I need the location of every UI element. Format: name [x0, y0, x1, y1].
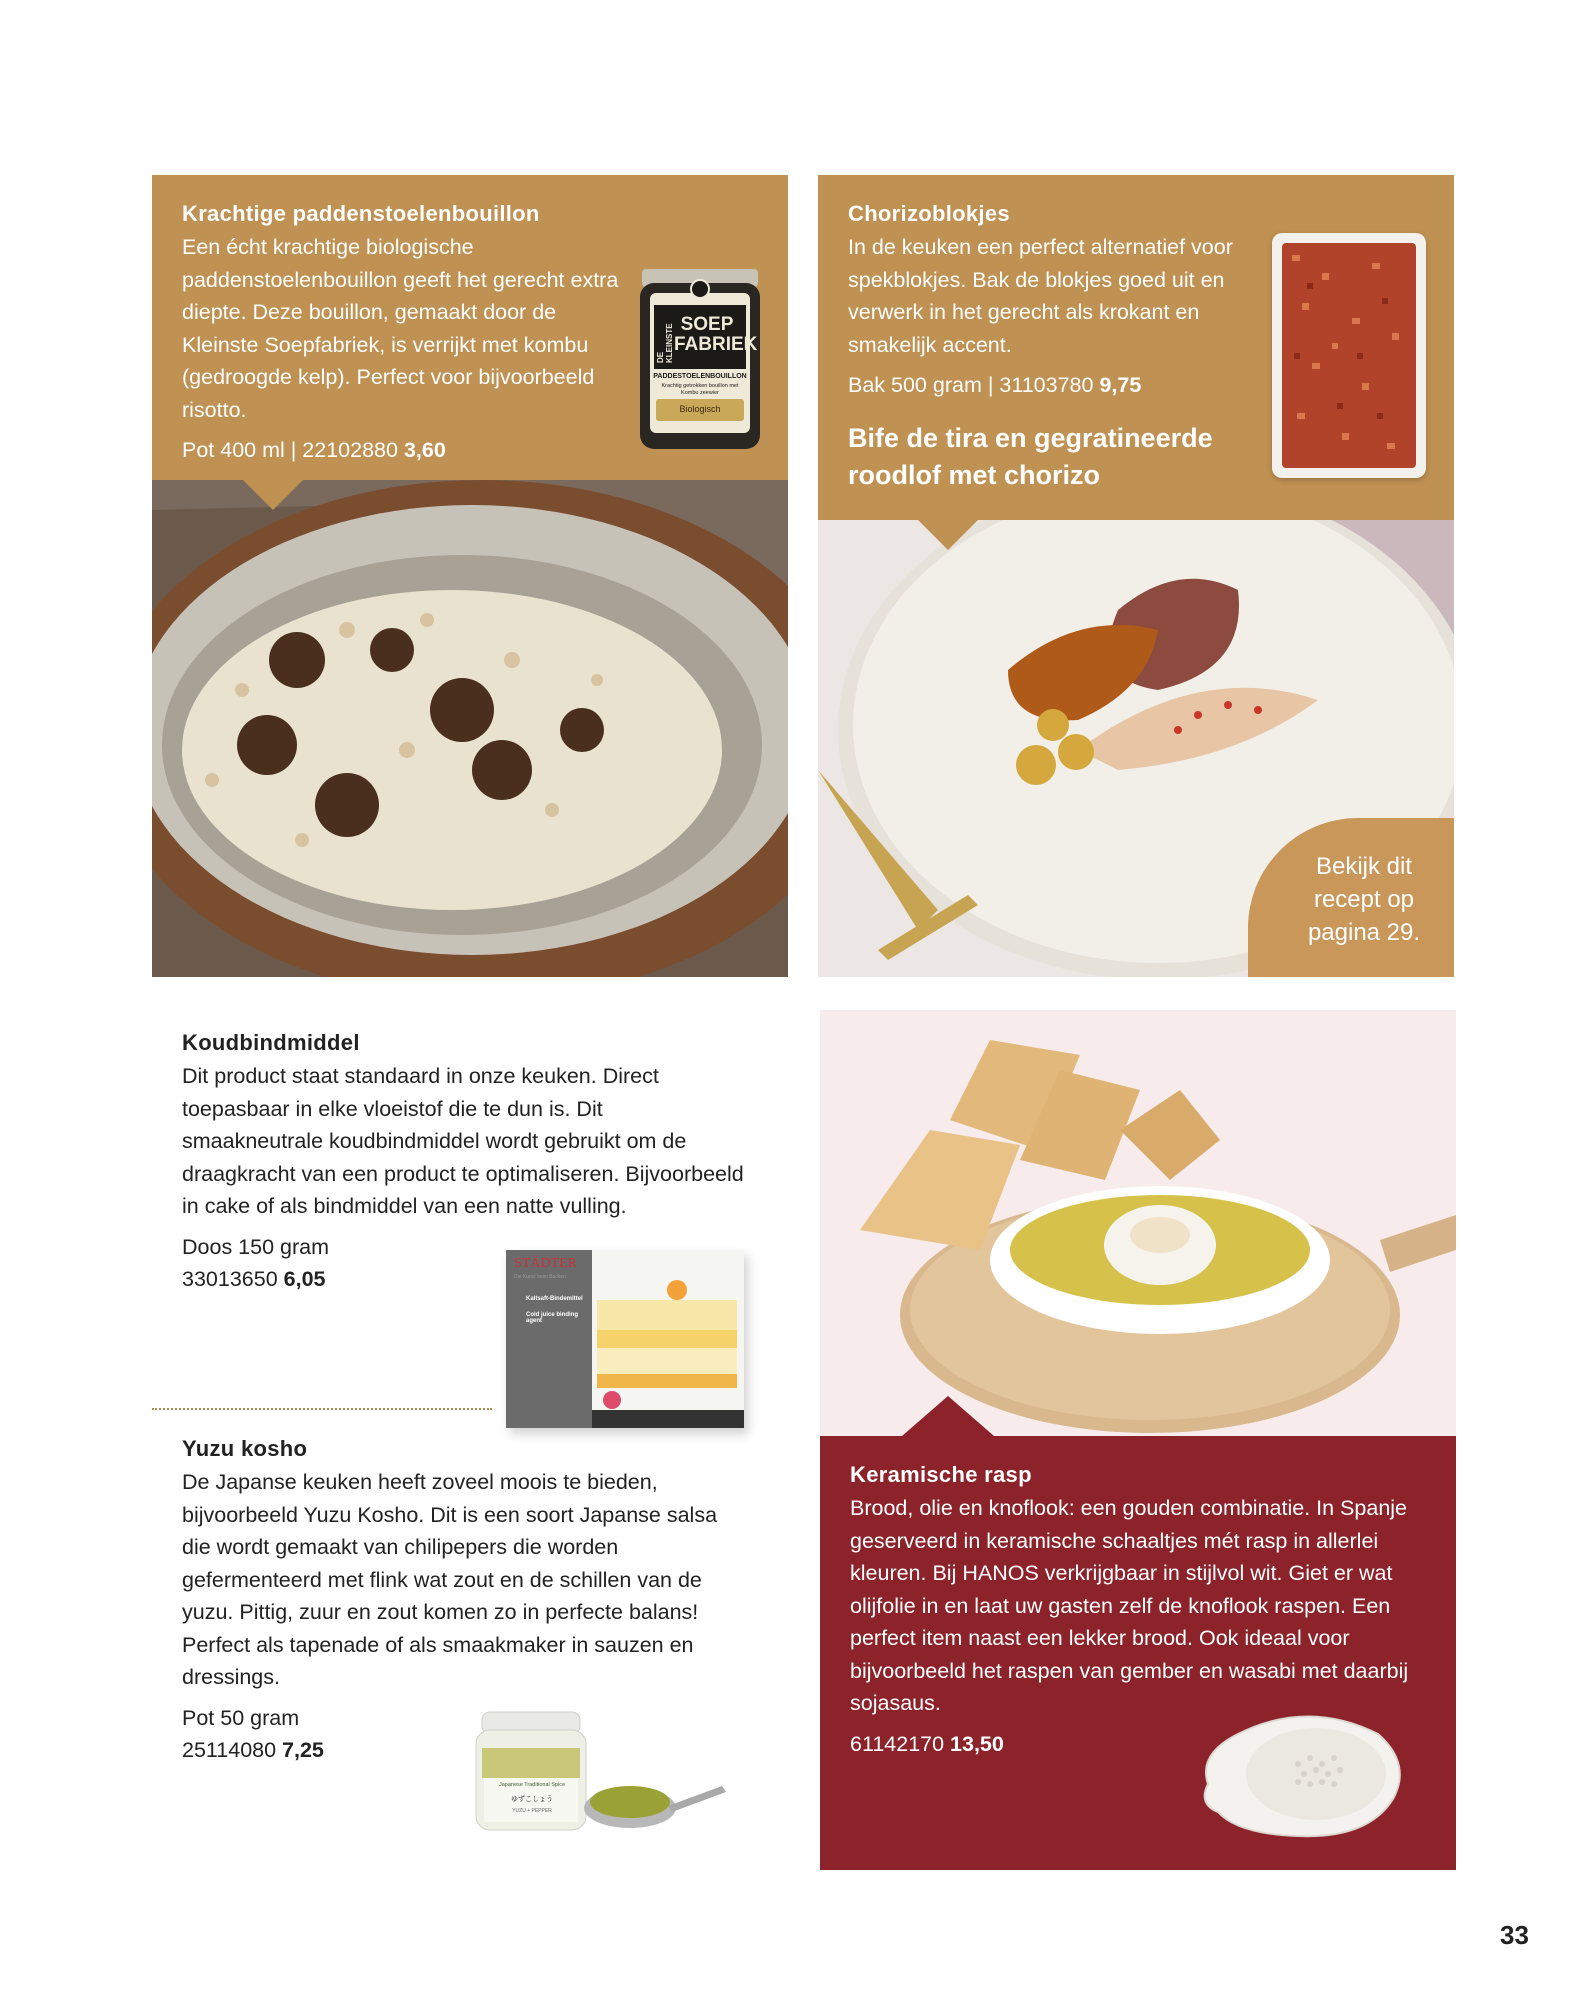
box-tagline: Die Kunst beim Backen: [514, 1274, 566, 1280]
mushroom-price: 3,60: [403, 438, 446, 462]
section-divider: [152, 1408, 492, 1410]
koudbind-article-number: 33013650: [182, 1267, 278, 1291]
box-label-2: Cold juice binding agent: [526, 1312, 578, 1324]
koudbind-price: 6,05: [283, 1267, 326, 1291]
recipe-link-text: Bekijk dit recept op pagina 29.: [1307, 853, 1421, 946]
yuzu-price: 7,25: [282, 1738, 324, 1762]
koudbind-title: Koudbindmiddel: [182, 1030, 360, 1055]
koudbind-description: Dit product staat standaard in onze keuken. Direct toepasbaar in elke vloeistof die te dun is. Dit smaakneutrale koudbindmiddel wordt gebruikt om de draagkracht van een product te optimaliseren. Bijvoorbeeld in cake of als bindmiddel van een natte vulling.: [182, 1064, 744, 1218]
box-brand: STÄDTER: [514, 1256, 577, 1271]
soup-jar-image: [636, 265, 764, 451]
chorizo-pointer: [918, 520, 978, 550]
risotto-photo: [152, 480, 788, 977]
chorizo-recipe-title: Bife de tira en gegratineerde roodlof met chorizo: [848, 422, 1213, 490]
yuzu-jar-label: Japanese Traditional Spice: [498, 1782, 566, 1788]
jar-label: PADDESTOELENBOUILLON: [653, 373, 747, 380]
chorizo-tray-image: [1272, 233, 1426, 478]
yuzu-jar-image: [470, 1708, 730, 1840]
chorizo-title: Chorizoblokjes: [848, 201, 1010, 226]
mushroom-price-prefix: Pot 400 ml | 22102880: [182, 438, 398, 462]
mushroom-description: Een écht krachtige biologische paddenstoelenbouillon geeft het gerecht extra diepte. Deze bouillon, gemaakt door de Kleinste Soepfabriek, is verrijkt met kombu (gedroogde kelp). Perfect voor bijvoorbeeld risotto.: [182, 235, 619, 422]
ceramic-grater-image: [1198, 1694, 1412, 1844]
box-label-1: Kaltsaft-Bindemittel: [526, 1296, 583, 1302]
yuzu-title: Yuzu kosho: [182, 1436, 308, 1461]
recipe-link-badge[interactable]: [1248, 818, 1454, 977]
jar-brand-top: DE KLEINSTE: [656, 323, 674, 363]
rasp-article-number: 61142170: [850, 1731, 945, 1756]
staedter-box-image: [506, 1250, 744, 1428]
mushroom-title: Krachtige paddenstoelenbouillon: [182, 201, 540, 226]
koudbind-package: Doos 150 gram: [182, 1234, 329, 1259]
rasp-pointer: [902, 1396, 994, 1436]
yuzu-jar-label-en: YUZU + PEPPER: [512, 1808, 552, 1814]
yuzu-jar-label-jp: ゆずこしょう: [511, 1796, 553, 1803]
jar-badge: Biologisch: [679, 404, 721, 414]
chorizo-description: In de keuken een perfect alternatief voor spekblokjes. Bak de blokjes goed uit en verwerk in het gerecht als krokant en smakelijk accent.: [848, 235, 1233, 357]
jar-sub: Krachtig getrokken bouillon met Kombu zeewier: [661, 383, 739, 396]
rasp-description: Brood, olie en knoflook: een gouden combinatie. In Spanje geserveerd in keramische schaaltjes mét rasp in allerlei kleuren. Bij HANOS verkrijgbaar in stijlvol wit. Giet er wat olijfolie in en laat uw gasten zelf de knoflook raspen. Een perfect item naast een lekker brood. Ook ideaal voor bijvoorbeeld het raspen van gember en wasabi met daarbij sojasaus.: [850, 1496, 1409, 1715]
bread-oil-photo: [820, 1010, 1456, 1436]
yuzu-description: De Japanse keuken heeft zoveel moois te bieden, bijvoorbeeld Yuzu Kosho. Dit is een soort Japanse salsa die wordt gemaakt van chilipepers die worden gefermenteerd met flink wat zout en de schillen van de yuzu. Pittig, zuur en zout komen zo in perfecte balans! Perfect als tapenade of als smaakmaker in sauzen en dressings.: [182, 1470, 718, 1689]
page-number: 33: [1500, 1920, 1529, 1950]
mushroom-pointer: [243, 480, 303, 510]
yuzu-article-number: 25114080: [182, 1738, 277, 1762]
rasp-title: Keramische rasp: [850, 1462, 1032, 1487]
rasp-price: 13,50: [950, 1731, 1004, 1756]
jar-brand: SOEP FABRIEK: [674, 314, 758, 355]
chorizo-price: 9,75: [1099, 373, 1142, 397]
chorizo-price-prefix: Bak 500 gram | 31103780: [848, 373, 1094, 397]
yuzu-package: Pot 50 gram: [182, 1705, 300, 1730]
